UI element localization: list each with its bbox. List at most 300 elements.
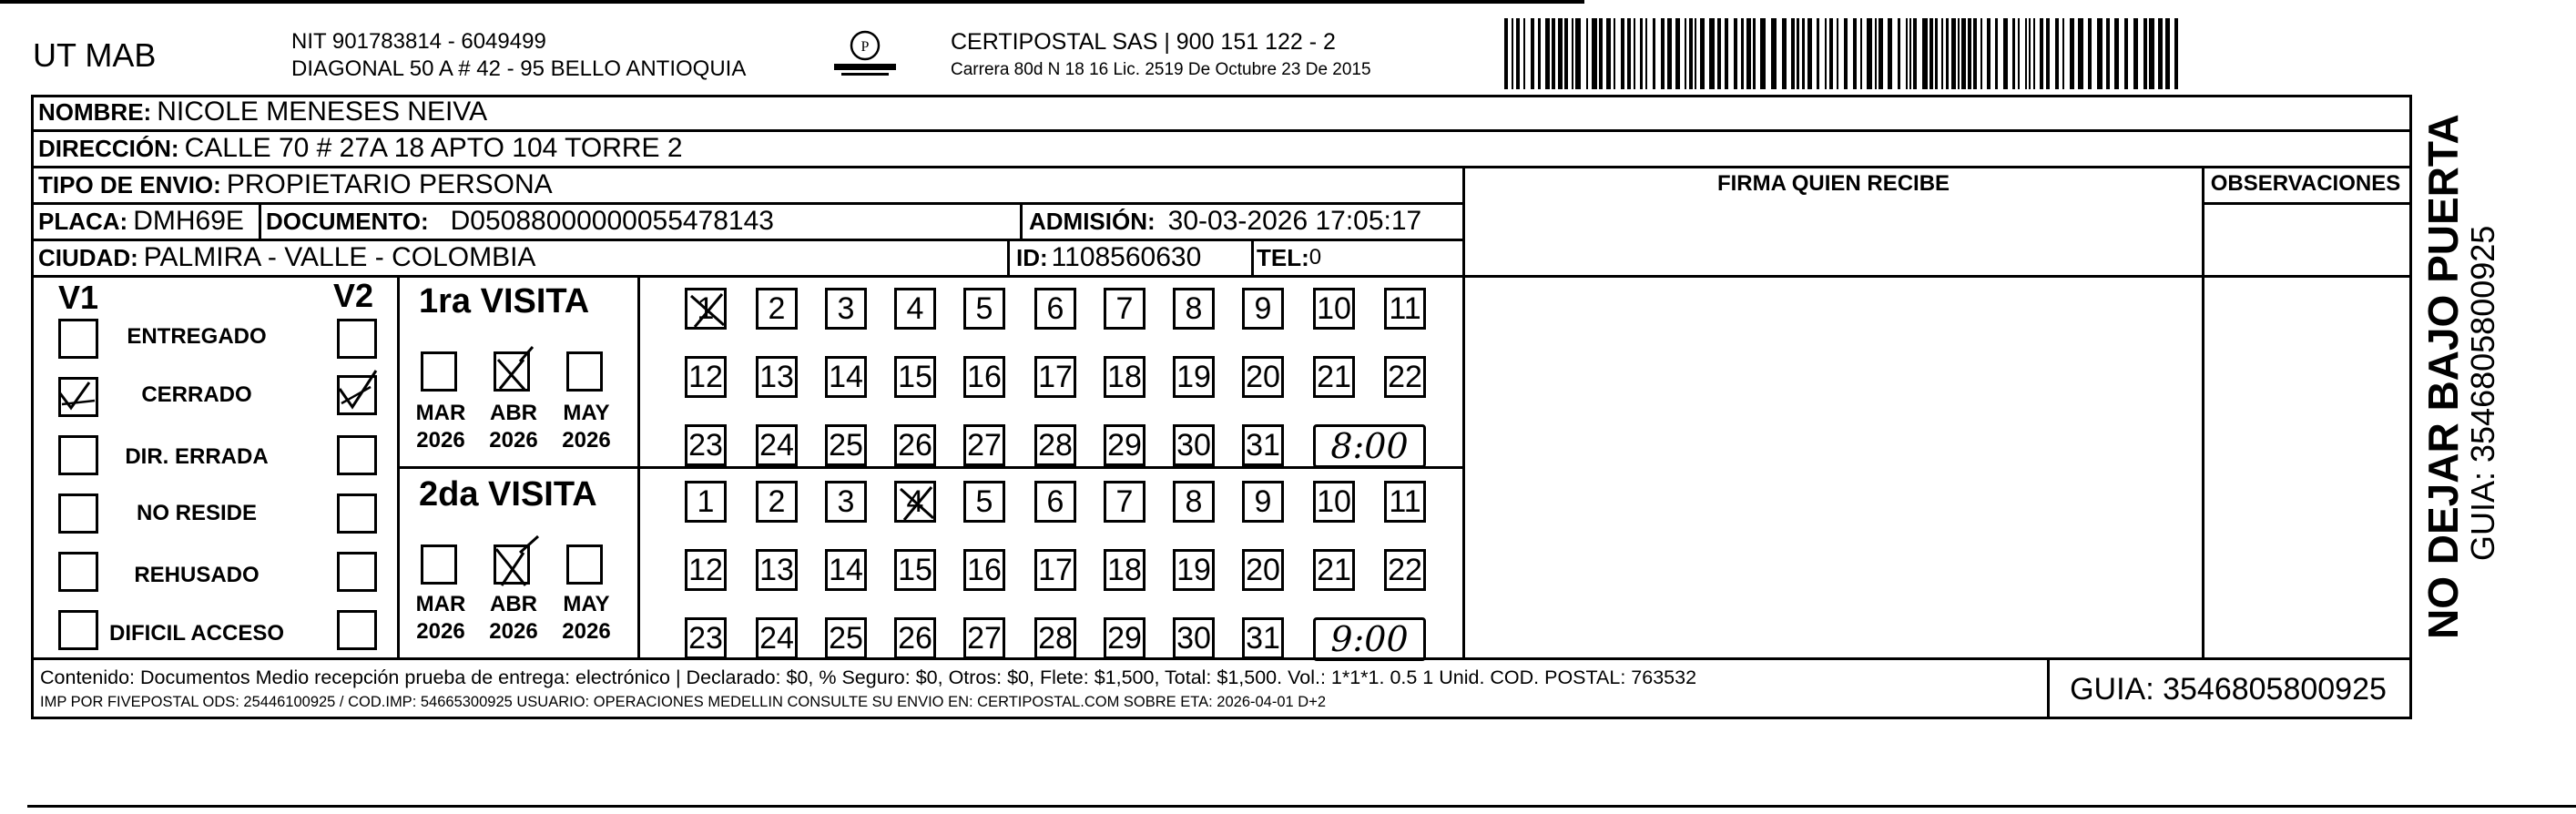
- tipo-value: PROPIETARIO PERSONA: [226, 169, 553, 199]
- barcode-bar: [1951, 18, 1956, 89]
- barcode-bar: [2097, 18, 2103, 89]
- placa-label: PLACA:: [38, 207, 128, 235]
- day-number: 11: [1389, 290, 1421, 326]
- first-visit-year-label: 2026: [489, 428, 538, 453]
- first-visit-day-8[interactable]: [1173, 288, 1215, 330]
- day-number: 17: [1038, 552, 1073, 587]
- barcode-bar: [2046, 18, 2050, 89]
- barcode-bar: [1700, 18, 1705, 89]
- first-visit-day-26[interactable]: [894, 424, 936, 466]
- barcode-bar: [2018, 18, 2020, 89]
- check-mark-icon: [334, 367, 382, 414]
- barcode-bar: [1667, 18, 1672, 89]
- v1-checkbox-rehusado[interactable]: [58, 552, 98, 592]
- second-visit-title: 2da VISITA: [419, 475, 597, 514]
- barcode-bar: [2003, 18, 2008, 89]
- side-guia: GUIA: 3546805800925: [2464, 225, 2501, 561]
- barcode-bar: [1973, 18, 1977, 89]
- v1-checkbox-entregado[interactable]: [58, 319, 98, 359]
- first-visit-day-31[interactable]: [1242, 424, 1284, 466]
- first-visit-day-9[interactable]: [1242, 288, 1284, 330]
- barcode-bar: [1634, 18, 1635, 89]
- day-number: 16: [967, 359, 1002, 394]
- day-number: 27: [967, 427, 1002, 463]
- barcode-bar: [1929, 18, 1933, 89]
- barcode-bar: [1782, 18, 1787, 89]
- barcode-bar: [1961, 18, 1966, 89]
- day-number: 24: [759, 427, 794, 463]
- first-visit-month-mar[interactable]: [421, 351, 457, 392]
- first-visit-day-14[interactable]: [825, 356, 867, 398]
- status-label: DIFICIL ACCESO: [108, 621, 284, 646]
- barcode-bar: [1867, 18, 1872, 89]
- barcode-bar: [1538, 18, 1541, 89]
- first-visit-day-22[interactable]: [1384, 356, 1426, 398]
- day-number: 18: [1107, 359, 1142, 394]
- barcode-bar: [1935, 18, 1938, 89]
- carrier-name: CERTIPOSTAL SAS | 900 151 122 - 2: [951, 29, 1336, 55]
- barcode-bar: [1586, 18, 1588, 89]
- day-number: 8: [1185, 483, 1203, 519]
- first-visit-day-28[interactable]: [1034, 424, 1076, 466]
- day-number: 31: [1246, 620, 1280, 656]
- company-name: UT MAB: [33, 36, 157, 74]
- day-number: 2: [768, 290, 786, 326]
- second-visit-day-2[interactable]: [756, 481, 798, 523]
- firma-header: FIRMA QUIEN RECIBE: [1716, 171, 1950, 196]
- barcode-bar: [1606, 18, 1611, 89]
- certipostal-logo: [829, 27, 901, 82]
- day-number: 4: [906, 483, 924, 519]
- first-visit-day-12[interactable]: [685, 356, 727, 398]
- day-number: 5: [975, 290, 993, 326]
- barcode-bar: [2149, 18, 2154, 89]
- v2-checkbox-no-reside[interactable]: [337, 493, 377, 534]
- first-visit-day-4[interactable]: [894, 288, 936, 330]
- cross-mark-icon: [491, 534, 542, 587]
- status-label: DIR. ERRADA: [125, 444, 269, 469]
- nombre-value: NICOLE MENESES NEIVA: [157, 97, 488, 127]
- direccion-label: DIRECCIÓN:: [38, 134, 179, 162]
- barcode-bar: [1746, 18, 1751, 89]
- barcode-bar: [1627, 18, 1631, 89]
- barcode-bar: [1946, 18, 1949, 89]
- second-visit-day-4[interactable]: [894, 481, 936, 523]
- barcode-bar: [2133, 18, 2138, 89]
- barcode-bar: [1558, 18, 1563, 89]
- first-visit-day-23[interactable]: [685, 424, 727, 466]
- day-number: 26: [898, 427, 932, 463]
- barcode-bar: [1614, 18, 1615, 89]
- v2-checkbox-rehusado[interactable]: [337, 552, 377, 592]
- barcode-bar: [1695, 18, 1696, 89]
- barcode-bar: [1913, 18, 1917, 89]
- second-visit-day-31[interactable]: [1242, 617, 1284, 659]
- barcode-bar: [2029, 18, 2031, 89]
- first-visit-day-17[interactable]: [1034, 356, 1076, 398]
- second-visit-time-field[interactable]: 9:00: [1313, 617, 1426, 661]
- barcode-bar: [1807, 18, 1812, 89]
- barcode-bar: [2040, 18, 2043, 89]
- cross-mark-icon: [493, 343, 538, 394]
- barcode-bar: [2174, 18, 2178, 89]
- barcode-bar: [1980, 18, 1982, 89]
- first-visit-day-7[interactable]: [1104, 288, 1145, 330]
- second-visit-year-label: 2026: [489, 619, 538, 644]
- second-visit-month-may[interactable]: [566, 544, 603, 585]
- second-visit-day-25[interactable]: [825, 617, 867, 659]
- first-visit-day-19[interactable]: [1173, 356, 1215, 398]
- first-visit-month-label: ABR: [490, 401, 537, 425]
- barcode-bar: [2088, 18, 2092, 89]
- first-visit-day-27[interactable]: [963, 424, 1005, 466]
- v1-header: V1: [58, 279, 99, 316]
- barcode-bar: [1791, 18, 1795, 89]
- barcode-bar: [1875, 18, 1877, 89]
- day-number: 26: [898, 620, 932, 656]
- day-number: 23: [688, 427, 723, 463]
- first-visit-day-2[interactable]: [756, 288, 798, 330]
- barcode-bar: [2055, 18, 2059, 89]
- barcode-bar: [1941, 18, 1943, 89]
- barcode-bar: [1987, 18, 1991, 89]
- barcode-bar: [1575, 18, 1581, 89]
- footer-print-line: IMP POR FIVEPOSTAL ODS: 25446100925 / COD.IMP: 54665300925 USUARIO: OPERACIONES MEDELLIN CONSULTE SU ENVIO EN: CERTIPOSTAL.COM SOBRE ETA: 2026-04-01 D+2: [40, 694, 1327, 710]
- second-visit-day-22[interactable]: [1384, 549, 1426, 591]
- status-label: ENTREGADO: [127, 324, 267, 349]
- first-visit-month-abr[interactable]: [494, 351, 530, 392]
- id-label: ID:: [1016, 243, 1048, 271]
- barcode-bar: [1512, 18, 1513, 89]
- day-number: 19: [1176, 552, 1211, 587]
- day-number: 5: [975, 483, 993, 519]
- status-label: NO RESIDE: [136, 501, 258, 525]
- first-visit-day-30[interactable]: [1173, 424, 1215, 466]
- day-number: 6: [1046, 483, 1064, 519]
- ciudad-value: PALMIRA - VALLE - COLOMBIA: [143, 242, 536, 272]
- status-label: REHUSADO: [134, 563, 260, 587]
- second-visit-day-17[interactable]: [1034, 549, 1076, 591]
- barcode-bar: [2078, 18, 2083, 89]
- second-visit-day-19[interactable]: [1173, 549, 1215, 591]
- cross-mark-icon: [686, 289, 731, 334]
- second-visit-day-1[interactable]: [685, 481, 727, 523]
- nombre-label: NOMBRE:: [38, 97, 152, 126]
- second-visit-day-5[interactable]: [963, 481, 1005, 523]
- id-value: 1108560630: [1051, 242, 1202, 272]
- first-visit-day-21[interactable]: [1313, 356, 1355, 398]
- admision-label: ADMISIÓN:: [1029, 207, 1156, 235]
- second-visit-day-24[interactable]: [756, 617, 798, 659]
- second-visit-day-26[interactable]: [894, 617, 936, 659]
- second-visit-day-30[interactable]: [1173, 617, 1215, 659]
- first-visit-day-20[interactable]: [1242, 356, 1284, 398]
- second-visit-day-27[interactable]: [963, 617, 1005, 659]
- first-visit-day-5[interactable]: [963, 288, 1005, 330]
- barcode-bar: [1797, 18, 1799, 89]
- barcode-bar: [2070, 18, 2074, 89]
- day-number: 22: [1388, 552, 1422, 587]
- company-nit: NIT 901783814 - 6049499: [291, 29, 546, 54]
- barcode-bar: [1516, 18, 1520, 89]
- day-number: 7: [1115, 483, 1134, 519]
- day-number: 4: [906, 290, 924, 326]
- barcode-bar: [1685, 18, 1686, 89]
- second-visit-day-6[interactable]: [1034, 481, 1076, 523]
- day-number: 1: [697, 290, 715, 326]
- first-visit-month-label: MAR: [415, 401, 466, 425]
- day-number: 25: [829, 427, 863, 463]
- day-number: 3: [837, 290, 855, 326]
- day-number: 27: [967, 620, 1002, 656]
- status-label: CERRADO: [141, 382, 252, 407]
- day-number: 13: [759, 552, 794, 587]
- barcode-bar: [1717, 18, 1721, 89]
- v1-checkbox-dificil-acceso[interactable]: [58, 610, 98, 650]
- day-number: 23: [688, 620, 723, 656]
- admision-value: 30-03-2026 17:05:17: [1167, 206, 1422, 236]
- barcode-bar: [2033, 18, 2035, 89]
- day-number: 12: [688, 359, 723, 394]
- documento-value: D05088000000055478143: [450, 206, 774, 236]
- second-visit-day-18[interactable]: [1104, 549, 1145, 591]
- first-visit-year-label: 2026: [562, 428, 611, 453]
- day-number: 1: [697, 483, 715, 519]
- first-visit-month-may[interactable]: [566, 351, 603, 392]
- direccion-value: CALLE 70 # 27A 18 APTO 104 TORRE 2: [184, 133, 683, 163]
- barcode-bar: [1837, 18, 1838, 89]
- ciudad-label: CIUDAD:: [38, 243, 138, 271]
- second-visit-day-10[interactable]: [1313, 481, 1355, 523]
- barcode-bar: [1888, 18, 1892, 89]
- second-visit-day-20[interactable]: [1242, 549, 1284, 591]
- v1-checkbox-no-reside[interactable]: [58, 493, 98, 534]
- tipo-label: TIPO DE ENVIO:: [38, 170, 221, 198]
- day-number: 21: [1317, 359, 1351, 394]
- first-visit-day-11[interactable]: [1384, 288, 1426, 330]
- barcode-bar: [1968, 18, 1971, 89]
- barcode-bar: [1531, 18, 1534, 89]
- first-visit-month-label: MAY: [563, 401, 610, 425]
- day-number: 10: [1317, 290, 1351, 326]
- barcode-bar: [2025, 18, 2027, 89]
- day-number: 17: [1038, 359, 1073, 394]
- barcode-bar: [1599, 18, 1603, 89]
- second-visit-month-label: MAY: [563, 592, 610, 616]
- barcode-bar: [1853, 18, 1857, 89]
- day-number: 20: [1246, 359, 1280, 394]
- first-visit-day-18[interactable]: [1104, 356, 1145, 398]
- day-number: 15: [898, 359, 932, 394]
- second-visit-day-28[interactable]: [1034, 617, 1076, 659]
- barcode-bar: [2165, 18, 2170, 89]
- day-number: 15: [898, 552, 932, 587]
- barcode-bar: [1564, 18, 1568, 89]
- second-visit-month-label: ABR: [490, 592, 537, 616]
- day-number: 29: [1107, 427, 1142, 463]
- placa-value: DMH69E: [133, 206, 244, 236]
- barcode-bar: [1741, 18, 1744, 89]
- barcode-bar: [1802, 18, 1805, 89]
- barcode-bar: [1653, 18, 1655, 89]
- barcode-bar: [1909, 18, 1911, 89]
- first-visit-year-label: 2026: [416, 428, 465, 453]
- barcode-bar: [1545, 18, 1550, 89]
- second-visit-year-label: 2026: [562, 619, 611, 644]
- first-visit-day-1[interactable]: [685, 288, 727, 330]
- documento-label: DOCUMENTO:: [266, 207, 429, 235]
- day-number: 13: [759, 359, 794, 394]
- v2-header: V2: [333, 277, 374, 314]
- barcode-bar: [1504, 18, 1508, 89]
- day-number: 24: [759, 620, 794, 656]
- day-number: 16: [967, 552, 1002, 587]
- barcode-bar: [1879, 18, 1883, 89]
- barcode-bar: [1592, 18, 1597, 89]
- bottom-rule: [27, 805, 2576, 808]
- barcode-bar: [1760, 18, 1766, 89]
- day-number: 20: [1246, 552, 1280, 587]
- barcode-bar: [1552, 18, 1555, 89]
- cross-mark-icon: [895, 482, 941, 527]
- company-address: DIAGONAL 50 A # 42 - 95 BELLO ANTIOQUIA: [291, 56, 747, 81]
- first-visit-day-6[interactable]: [1034, 288, 1076, 330]
- second-visit-day-9[interactable]: [1242, 481, 1284, 523]
- footer-content-line: Contenido: Documentos Medio recepción prueba de entrega: electrónico | Declarado: $0, % Seguro: $0, Otros: $0, Flete: $1,500, Total: $1,500. Vol.: 1*1*1. 0.5 1 Unid. COD. POSTAL: 763532: [40, 666, 1697, 688]
- barcode-bar: [1906, 18, 1908, 89]
- second-visit-month-mar[interactable]: [421, 544, 457, 585]
- barcode-bar: [1734, 18, 1737, 89]
- first-visit-day-24[interactable]: [756, 424, 798, 466]
- carrier-license: Carrera 80d N 18 16 Lic. 2519 De Octubre 23 De 2015: [951, 60, 1371, 79]
- barcode-bar: [1958, 18, 1960, 89]
- day-number: 29: [1107, 620, 1142, 656]
- day-number: 10: [1317, 483, 1351, 519]
- observaciones-header: OBSERVACIONES: [2210, 171, 2401, 196]
- barcode-bar: [1523, 18, 1525, 89]
- barcode-bar: [2158, 18, 2163, 89]
- barcode-bar: [1572, 18, 1573, 89]
- barcode-bar: [1689, 18, 1693, 89]
- barcode-bar: [1829, 18, 1833, 89]
- v2-checkbox-cerrado[interactable]: [337, 375, 377, 415]
- barcode-bar: [1661, 18, 1665, 89]
- v2-checkbox-entregado[interactable]: [337, 319, 377, 359]
- second-visit-day-29[interactable]: [1104, 617, 1145, 659]
- v2-checkbox-dir-errada[interactable]: [337, 435, 377, 475]
- barcode-bar: [2124, 18, 2128, 89]
- second-visit-day-16[interactable]: [963, 549, 1005, 591]
- barcode-bar: [1922, 18, 1928, 89]
- tel-label: TEL:: [1257, 243, 1309, 271]
- first-visit-day-29[interactable]: [1104, 424, 1145, 466]
- barcode-bar: [1675, 18, 1680, 89]
- day-number: 22: [1388, 359, 1422, 394]
- tel-value: 0: [1308, 245, 1322, 270]
- first-visit-time-field[interactable]: 8:00: [1313, 424, 1426, 468]
- day-number: 21: [1317, 552, 1351, 587]
- day-number: 28: [1038, 427, 1073, 463]
- barcode-bar: [2114, 18, 2119, 89]
- check-mark-icon: [58, 377, 98, 417]
- day-number: 9: [1254, 483, 1272, 519]
- top-rule: [0, 0, 1584, 4]
- v1-checkbox-cerrado[interactable]: [58, 377, 98, 417]
- barcode-bar: [1645, 18, 1647, 89]
- day-number: 12: [688, 552, 723, 587]
- day-number: 14: [829, 359, 863, 394]
- barcode-bar: [1825, 18, 1827, 89]
- second-visit-day-23[interactable]: [685, 617, 727, 659]
- day-number: 31: [1246, 427, 1280, 463]
- day-number: 28: [1038, 620, 1073, 656]
- barcode-bar: [1725, 18, 1728, 89]
- barcode-bar: [1995, 18, 1998, 89]
- second-visit-day-14[interactable]: [825, 549, 867, 591]
- barcode-bar: [2106, 18, 2110, 89]
- side-warning: NO DEJAR BAJO PUERTA: [2419, 114, 2467, 639]
- day-number: 3: [837, 483, 855, 519]
- barcode-bar: [1621, 18, 1624, 89]
- first-visit-day-3[interactable]: [825, 288, 867, 330]
- barcode-bar: [1844, 18, 1848, 89]
- day-number: 19: [1176, 359, 1211, 394]
- barcode-bar: [1898, 18, 1900, 89]
- barcode-bar: [2012, 18, 2015, 89]
- day-number: 2: [768, 483, 786, 519]
- day-number: 30: [1176, 427, 1211, 463]
- first-visit-day-16[interactable]: [963, 356, 1005, 398]
- second-visit-day-11[interactable]: [1384, 481, 1426, 523]
- second-visit-day-3[interactable]: [825, 481, 867, 523]
- second-visit-day-7[interactable]: [1104, 481, 1145, 523]
- svg-text:P: P: [860, 39, 870, 55]
- second-visit-month-abr[interactable]: [494, 544, 530, 585]
- barcode-bar: [1771, 18, 1777, 89]
- second-visit-day-13[interactable]: [756, 549, 798, 591]
- first-visit-day-15[interactable]: [894, 356, 936, 398]
- day-number: 11: [1389, 483, 1421, 519]
- v1-checkbox-dir-errada[interactable]: [58, 435, 98, 475]
- barcode-bar: [2143, 18, 2147, 89]
- barcode-bar: [1860, 18, 1862, 89]
- first-visit-day-13[interactable]: [756, 356, 798, 398]
- first-visit-day-25[interactable]: [825, 424, 867, 466]
- second-visit-month-label: MAR: [415, 592, 466, 616]
- barcode-bar: [1640, 18, 1643, 89]
- second-visit-year-label: 2026: [416, 619, 465, 644]
- second-visit-day-12[interactable]: [685, 549, 727, 591]
- barcode-bar: [2062, 18, 2064, 89]
- day-number: 30: [1176, 620, 1211, 656]
- day-number: 14: [829, 552, 863, 587]
- day-number: 7: [1115, 290, 1134, 326]
- first-visit-title: 1ra VISITA: [419, 282, 590, 321]
- barcode-bar: [1709, 18, 1715, 89]
- second-visit-day-21[interactable]: [1313, 549, 1355, 591]
- footer-guia: GUIA: 3546805800925: [2070, 671, 2387, 707]
- second-visit-day-15[interactable]: [894, 549, 936, 591]
- day-number: 8: [1185, 290, 1203, 326]
- day-number: 25: [829, 620, 863, 656]
- first-visit-day-10[interactable]: [1313, 288, 1355, 330]
- day-number: 6: [1046, 290, 1064, 326]
- v2-checkbox-dificil-acceso[interactable]: [337, 610, 377, 650]
- day-number: 9: [1254, 290, 1272, 326]
- day-number: 18: [1107, 552, 1142, 587]
- barcode-bar: [1753, 18, 1756, 89]
- second-visit-day-8[interactable]: [1173, 481, 1215, 523]
